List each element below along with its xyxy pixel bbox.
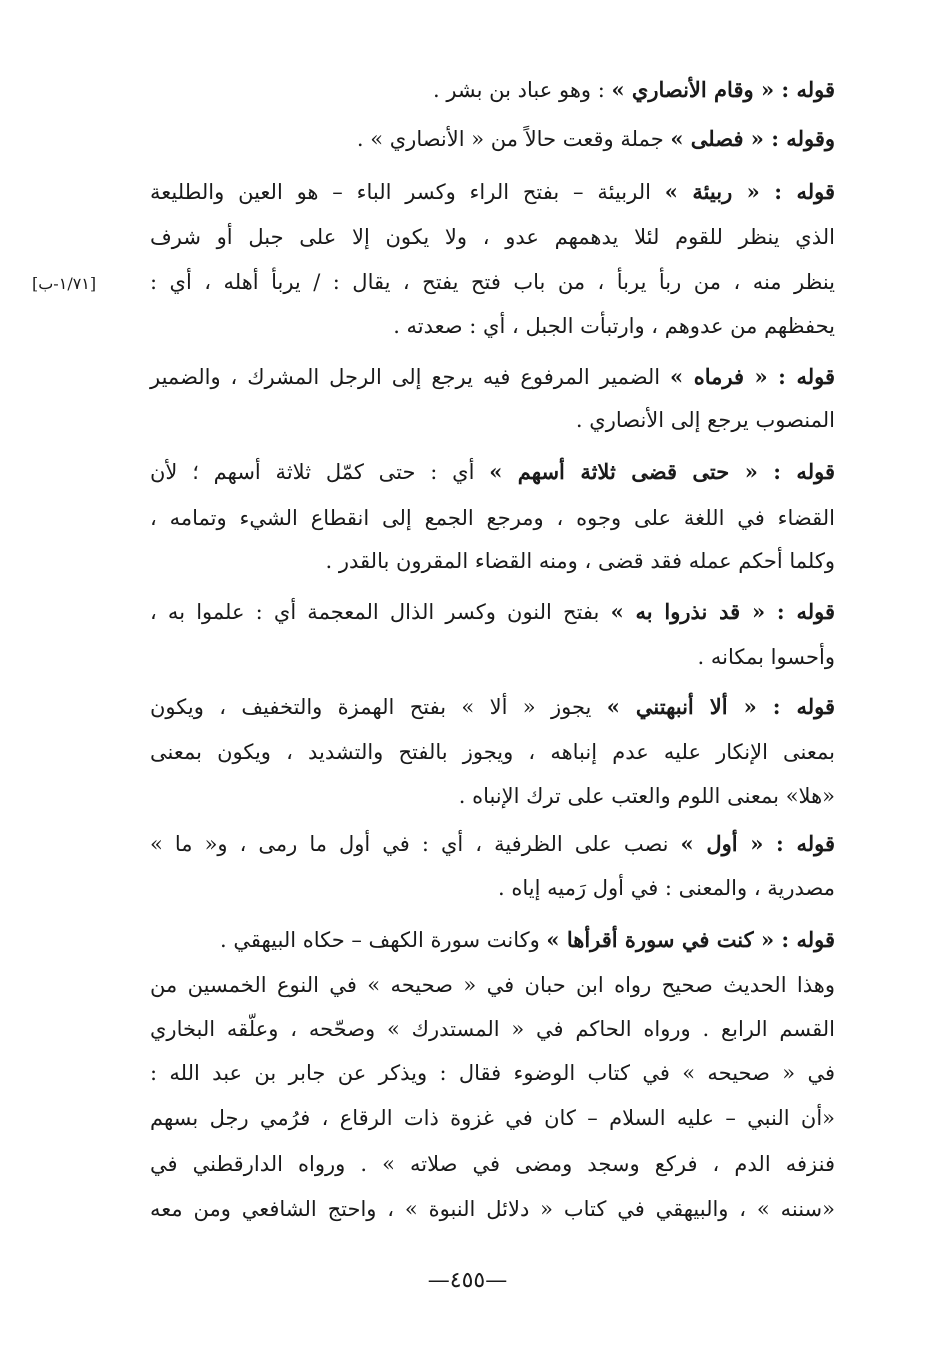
text-line: [150, 692, 835, 722]
line-text: مصدرية ، والمعنى : في أول رَميه إياه .: [498, 876, 835, 900]
line-text: نصب على الظرفية ، أي : في أول ما رمى ، و« ما »: [150, 832, 681, 856]
text-line: [150, 597, 835, 627]
line-text: فنزفه الدم ، فركع وسجد ومضى في صلاته » . ورواه الدارقطني في: [150, 1152, 835, 1176]
line-text: المنصوب يرجع إلى الأنصاري .: [575, 408, 835, 432]
text-line: [150, 124, 835, 154]
term-heading: قوله : « كنت في سورة أقرأها »: [546, 927, 835, 952]
page-number: —٤٥٥—: [427, 1268, 508, 1293]
text-line: [150, 546, 835, 576]
margin-folio-reference: [١/٧١-ب]: [32, 274, 97, 293]
line-text: ينظر منه ، من ربأ يربأ ، من باب فتح يفتح ، يقال : / يربأ أهله ، أي :: [150, 270, 835, 294]
line-text: وكلما أحكم عمله فقد قضى ، ومنه القضاء المقرون بالقدر .: [325, 549, 835, 573]
term-heading: قوله : « ألا أنبهتني »: [606, 694, 835, 719]
line-text: : وهو عباد بن بشر .: [432, 78, 612, 102]
line-text: وكانت سورة الكهف – حكاه البيهقي .: [219, 928, 547, 952]
term-heading: وقوله : « فصلى »: [670, 126, 835, 151]
line-text: وهذا الحديث صحيح رواه ابن حبان في « صحيحه » في النوع الخمسين من: [150, 973, 835, 997]
line-text: بمعنى الإنكار عليه عدم إنباهه ، ويجوز بالفتح والتشديد ، ويكون بمعنى: [150, 740, 835, 764]
line-text: «سننه » ، والبيهقي في كتاب « دلائل النبوة » ، واحتج الشافعي ومن معه: [150, 1197, 835, 1221]
line-text: أي : حتى كمّل ثلاثة أسهم ؛ لأن: [150, 460, 490, 484]
text-line: [150, 311, 835, 341]
text-line: [150, 1194, 835, 1224]
text-line: [150, 737, 835, 767]
line-text: جملة وقعت حالاً من « الأنصاري » .: [356, 127, 671, 151]
line-text: بفتح النون وكسر الذال المعجمة أي : علموا به ،: [150, 600, 611, 624]
term-heading: قوله : « فرماه »: [670, 364, 835, 389]
text-line: [150, 177, 835, 207]
line-text: الربيئة – بفتح الراء وكسر الباء – هو العين والطليعة: [150, 180, 665, 204]
term-heading: قوله : « وقام الأنصاري »: [611, 77, 835, 102]
text-line: [150, 222, 835, 252]
line-text: «أن النبي – عليه السلام – كان في غزوة ذات الرقاع ، فرُمي رجل بسهم: [150, 1106, 835, 1130]
term-heading: قوله : « ربيئة »: [664, 179, 835, 204]
text-line: [150, 970, 835, 1000]
text-line: [150, 1014, 835, 1044]
text-line: [150, 267, 835, 297]
text-line: [150, 781, 835, 811]
text-line: [150, 457, 835, 487]
line-text: الضمير المرفوع فيه يرجع إلى الرجل المشرك ، والضمير: [150, 365, 671, 389]
term-heading: قوله : « أول »: [680, 831, 835, 856]
line-text: القضاء في اللغة على وجوه ، ومرجع الجمع إلى انقطاع الشيء وتمامه ،: [150, 506, 835, 530]
term-heading: قوله : « حتى قضى ثلاثة أسهم »: [489, 459, 835, 484]
term-heading: قوله : « قد نذروا به »: [610, 599, 836, 624]
text-line: [150, 1149, 835, 1179]
line-text: القسم الرابع . ورواه الحاكم في « المستدرك » وصحّحه ، وعلّقه البخاري: [150, 1017, 835, 1041]
line-text: الذي ينظر للقوم لئلا يدهمهم عدو ، ولا يكون إلا على جبل أو شرف: [150, 225, 835, 249]
text-line: [150, 642, 835, 672]
line-text: وأحسوا بمكانه .: [697, 645, 835, 669]
line-text: يحفظهم من عدوهم ، وارتبأت الجبل ، أي : صعدته .: [393, 314, 835, 338]
text-line: [150, 925, 835, 955]
text-line: [150, 1058, 835, 1088]
text-line: [150, 829, 835, 859]
text-line: [150, 405, 835, 435]
text-line: [150, 362, 835, 392]
text-line: [150, 873, 835, 903]
text-line: [150, 75, 835, 105]
line-text: يجوز « ألا » بفتح الهمزة والتخفيف ، ويكون: [150, 695, 607, 719]
text-line: [150, 503, 835, 533]
text-line: [150, 1103, 835, 1133]
line-text: في « صحيحه » في كتاب الوضوء فقال : ويذكر عن جابر بن عبد الله :: [150, 1061, 835, 1085]
line-text: «هلا» بمعنى اللوم والعتب على ترك الإنباه .: [458, 784, 835, 808]
